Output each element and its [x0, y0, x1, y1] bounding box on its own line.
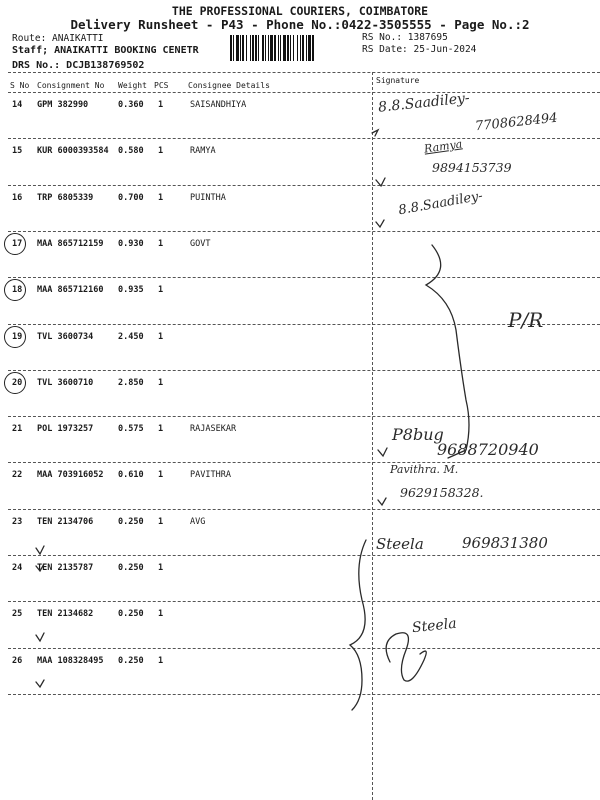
row-pcs: 1 [158, 470, 164, 481]
row-pcs: 1 [158, 655, 164, 666]
row-weight: 2.450 [118, 331, 144, 342]
row-consignment-no: MAA 108328495 [37, 655, 104, 666]
row-weight: 0.250 [118, 655, 144, 666]
row-weight: 0.580 [118, 146, 144, 157]
staff-label: Staff; ANAIKATTI BOOKING CENETR [12, 45, 199, 56]
row-consignment-no: TEN 2135787 [37, 563, 94, 573]
row-pcs: 1 [158, 609, 164, 620]
row-pcs: 1 [158, 516, 164, 527]
row-weight: 0.250 [118, 516, 144, 527]
row-consignee: RAMYA [190, 146, 216, 157]
row-pcs: 1 [158, 331, 164, 342]
row-consignment-no: TVL 3600734 [37, 331, 94, 342]
col-header-consignee: Consignee Details [188, 81, 270, 90]
row-sno: 18 [12, 285, 23, 296]
row-sno: 19 [12, 331, 23, 342]
handwritten-phone-row23: 969831380 [462, 534, 548, 552]
handwritten-pr-note: P/R [508, 308, 544, 332]
row-consignment-no: MAA 703916052 [37, 470, 104, 481]
col-header-weight: Weight [118, 81, 147, 90]
row-consignment-no: TRP 6805339 [37, 192, 94, 203]
row-weight: 2.850 [118, 377, 144, 388]
row-weight: 0.360 [118, 100, 144, 110]
handwritten-signature-row15: Ramya [423, 137, 464, 156]
row-consignment-no: MAA 865712159 [37, 238, 104, 249]
handwritten-signature-row22: Pavithra. M. [390, 463, 459, 476]
row-pcs: 1 [158, 285, 164, 296]
handwritten-phone-row14: 7708628494 [474, 110, 559, 135]
row-sno: 20 [12, 377, 23, 388]
handwritten-signature-row25: Steela [411, 615, 458, 637]
col-header-sno: S No [10, 81, 30, 90]
row-sno: 23 [12, 516, 23, 527]
row-consignment-no: MAA 865712160 [37, 285, 104, 296]
row-sno: 16 [12, 192, 23, 203]
row-sno: 17 [12, 238, 23, 249]
col-header-pcs: PCS [154, 81, 169, 90]
row-consignee: RAJASEKAR [190, 424, 237, 435]
row-sno: 24 [12, 563, 23, 573]
handwritten-phone-row15: 9894153739 [432, 160, 512, 175]
row-weight: 0.575 [118, 424, 144, 435]
row-consignee: GOVT [190, 238, 211, 249]
row-weight: 0.935 [118, 285, 144, 296]
row-consignment-no: KUR 6000393584 [37, 146, 109, 157]
col-header-consignment: Consignment No [37, 81, 105, 90]
drs-number: DRS No.: DCJB138769502 [12, 60, 145, 71]
row-weight: 0.930 [118, 238, 144, 249]
handwritten-signature-row14: 8.8.Saadiley- [377, 90, 471, 116]
row-pcs: 1 [158, 192, 164, 203]
row-sno: 25 [12, 609, 23, 620]
row-pcs: 1 [158, 563, 164, 573]
row-weight: 0.250 [118, 609, 144, 620]
row-consignment-no: TEN 2134682 [37, 609, 94, 620]
row-consignee: AVG [190, 516, 206, 527]
row-consignment-no: TEN 2134706 [37, 516, 94, 527]
row-weight: 0.250 [118, 563, 144, 573]
row-pcs: 1 [158, 146, 164, 157]
handwritten-signature-row23: Steela [376, 535, 424, 553]
handwritten-signature-row21: P8bug [392, 425, 444, 444]
row-consignee: PAVITHRA [190, 470, 231, 481]
row-sno: 15 [12, 146, 23, 157]
row-consignee: PUINTHA [190, 192, 226, 203]
row-weight: 0.610 [118, 470, 144, 481]
handwritten-phone-row22: 9629158328. [400, 485, 484, 500]
rs-date: RS Date: 25-Jun-2024 [362, 44, 477, 55]
row-pcs: 1 [158, 238, 164, 249]
runsheet-title: Delivery Runsheet - P43 - Phone No.:0422-3505555 - Page No.:2 [70, 17, 530, 32]
row-consignment-no: GPM 382990 [37, 100, 89, 110]
row-pcs: 1 [158, 377, 164, 388]
rs-number: RS No.: 1387695 [362, 32, 448, 43]
row-sno: 22 [12, 470, 23, 481]
row-sno: 21 [12, 424, 23, 435]
row-pcs: 1 [158, 424, 164, 435]
route-label: Route: ANAIKATTI [12, 33, 104, 44]
row-consignee: SAISANDHIYA [190, 100, 247, 110]
col-header-signature: Signature [376, 76, 420, 85]
courier-company-title: THE PROFESSIONAL COURIERS, COIMBATORE [171, 4, 429, 18]
handwritten-signature-row16: 8.8.Saadiley- [397, 188, 484, 219]
row-consignment-no: TVL 3600710 [37, 377, 94, 388]
row-sno: 26 [12, 655, 23, 666]
row-consignment-no: POL 1973257 [37, 424, 94, 435]
row-weight: 0.700 [118, 192, 144, 203]
row-pcs: 1 [158, 100, 164, 110]
handwritten-phone-row21: 9688720940 [437, 440, 539, 459]
row-sno: 14 [12, 100, 23, 110]
